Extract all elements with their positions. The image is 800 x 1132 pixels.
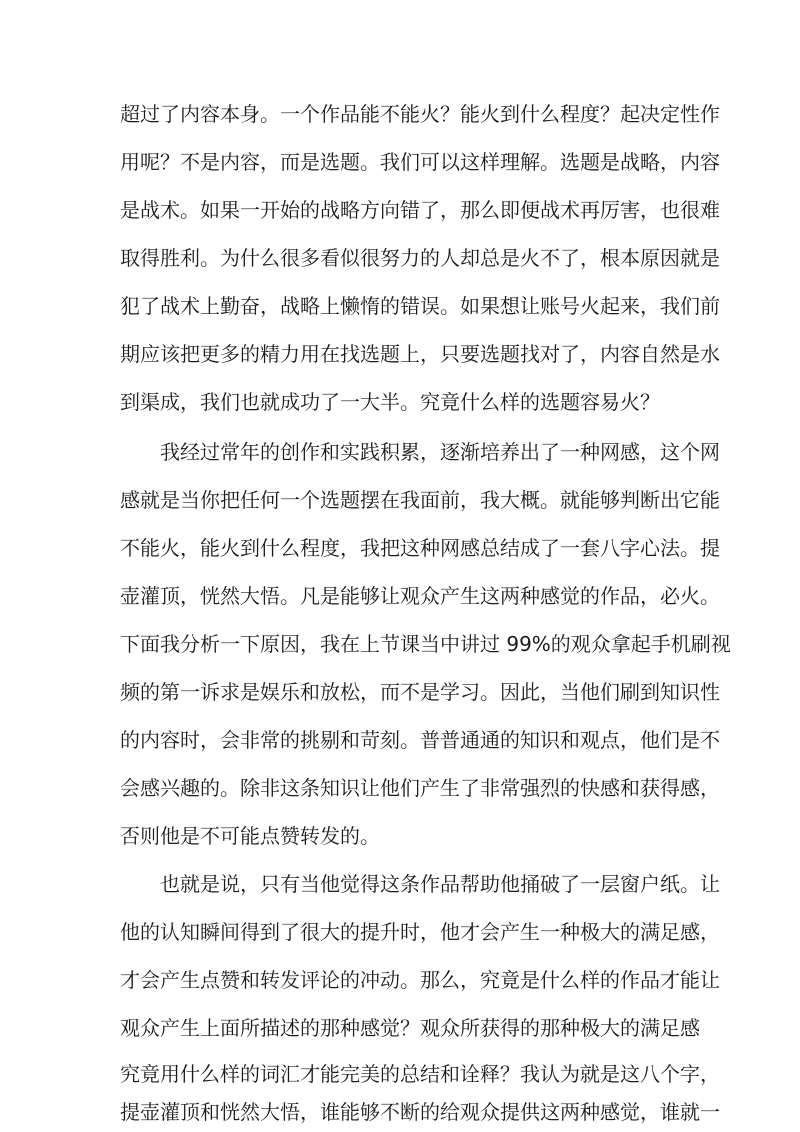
paragraph-1-line-7: 到渠成，我们也就成功了一大半。究竟什么样的选题容易火？ xyxy=(120,390,660,414)
paragraph-3-line-1: 也就是说，只有当他觉得这条作品帮助他捅破了一层窗户纸。让 xyxy=(160,872,720,896)
paragraph-3-line-2: 他的认知瞬间得到了很大的提升时，他才会产生一种极大的满足感， xyxy=(120,920,720,944)
paragraph-2-line-9: 否则他是不可能点赞转发的。 xyxy=(120,824,380,848)
paragraph-1-line-4: 取得胜利。为什么很多看似很努力的人却总是火不了，根本原因就是 xyxy=(120,246,720,270)
paragraph-1-line-3: 是战术。如果一开始的战略方向错了，那么即便战术再厉害，也很难 xyxy=(120,198,720,222)
paragraph-2-line-5: 下面我分析一下原因，我在上节课当中讲过 99%的观众拿起手机刷视 xyxy=(120,632,731,656)
paragraph-3-line-6: 提壶灌顶和恍然大悟，谁能够不断的给观众提供这两种感觉，谁就一 xyxy=(120,1100,720,1124)
paragraph-2-line-6: 频的第一诉求是娱乐和放松，而不是学习。因此，当他们刷到知识性 xyxy=(120,680,720,704)
paragraph-1-line-5: 犯了战术上勤奋，战略上懒惰的错误。如果想让账号火起来，我们前 xyxy=(120,294,720,318)
paragraph-2-line-1: 我经过常年的创作和实践积累，逐渐培养出了一种网感，这个网 xyxy=(160,440,720,464)
paragraph-2-line-7: 的内容时，会非常的挑剔和苛刻。普普通通的知识和观点，他们是不 xyxy=(120,728,720,752)
paragraph-1-line-2: 用呢？不是内容，而是选题。我们可以这样理解。选题是战略，内容 xyxy=(120,150,720,174)
paragraph-3-line-5: 究竟用什么样的词汇才能完美的总结和诠释？我认为就是这八个字， xyxy=(120,1062,720,1086)
paragraph-1-line-1: 超过了内容本身。一个作品能不能火？能火到什么程度？起决定性作 xyxy=(120,102,720,126)
paragraph-2-line-3: 不能火，能火到什么程度，我把这种网感总结成了一套八字心法。提 xyxy=(120,536,720,560)
paragraph-2-line-4: 壶灌顶，恍然大悟。凡是能够让观众产生这两种感觉的作品，必火。 xyxy=(120,584,720,608)
paragraph-2-line-8: 会感兴趣的。除非这条知识让他们产生了非常强烈的快感和获得感， xyxy=(120,776,720,800)
paragraph-3-line-4: 观众产生上面所描述的那种感觉？观众所获得的那种极大的满足感 xyxy=(120,1016,700,1040)
paragraph-1-line-6: 期应该把更多的精力用在找选题上，只要选题找对了，内容自然是水 xyxy=(120,342,720,366)
paragraph-2-line-2: 感就是当你把任何一个选题摆在我面前，我大概。就能够判断出它能 xyxy=(120,488,720,512)
paragraph-3-line-3: 才会产生点赞和转发评论的冲动。那么，究竟是什么样的作品才能让 xyxy=(120,968,720,992)
